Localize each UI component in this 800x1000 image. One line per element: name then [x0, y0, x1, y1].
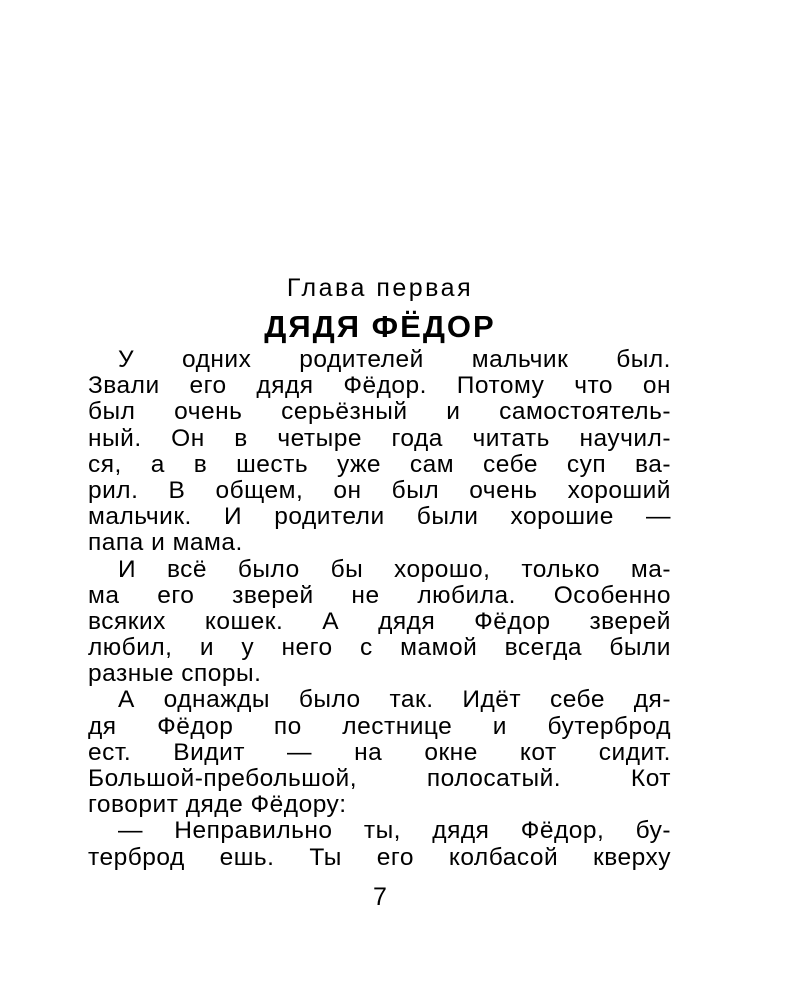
chapter-title: ДЯДЯ ФЁДОР — [264, 309, 496, 344]
text-line: был очень серьёзный и самостоятель- — [88, 399, 671, 426]
text-line: папа и мама. — [88, 530, 243, 557]
text-line: ся, а в шесть уже сам себе суп ва- — [88, 451, 671, 478]
text-line: говорит дяде Фёдору: — [88, 792, 347, 819]
text-line: ест. Видит — на окне кот сидит. — [88, 739, 671, 766]
body-text — [88, 347, 671, 871]
text-line: разные споры. — [88, 661, 262, 688]
text-line: мальчик. И родители были хорошие — — [88, 504, 671, 531]
text-line: дя Фёдор по лестнице и бутерброд — [88, 713, 671, 740]
text-line: любил, и у него с мамой всегда были — [88, 635, 671, 662]
text-line: рил. В общем, он был очень хороший — [88, 477, 671, 504]
page-number: 7 — [373, 883, 387, 911]
text-line: — Неправильно ты, дядя Фёдор, бу- — [118, 818, 671, 845]
text-line: всяких кошек. А дядя Фёдор зверей — [88, 608, 671, 635]
text-line: Большой-пребольшой, полосатый. Кот — [88, 766, 671, 792]
text-line: ма его зверей не любила. Особенно — [88, 582, 671, 609]
text-line: И всё было бы хорошо, только ма- — [118, 556, 671, 583]
text-line: ный. Он в четыре года читать научил- — [88, 425, 671, 452]
text-line: А однажды было так. Идёт себе дя- — [118, 687, 671, 714]
text-line: Звали его дядя Фёдор. Потому что он — [88, 373, 671, 400]
chapter-label: Глава первая — [286, 274, 474, 302]
text-line: терброд ешь. Ты его колбасой кверху — [88, 844, 671, 871]
text-line: У одних родителей мальчик был. — [118, 347, 671, 373]
